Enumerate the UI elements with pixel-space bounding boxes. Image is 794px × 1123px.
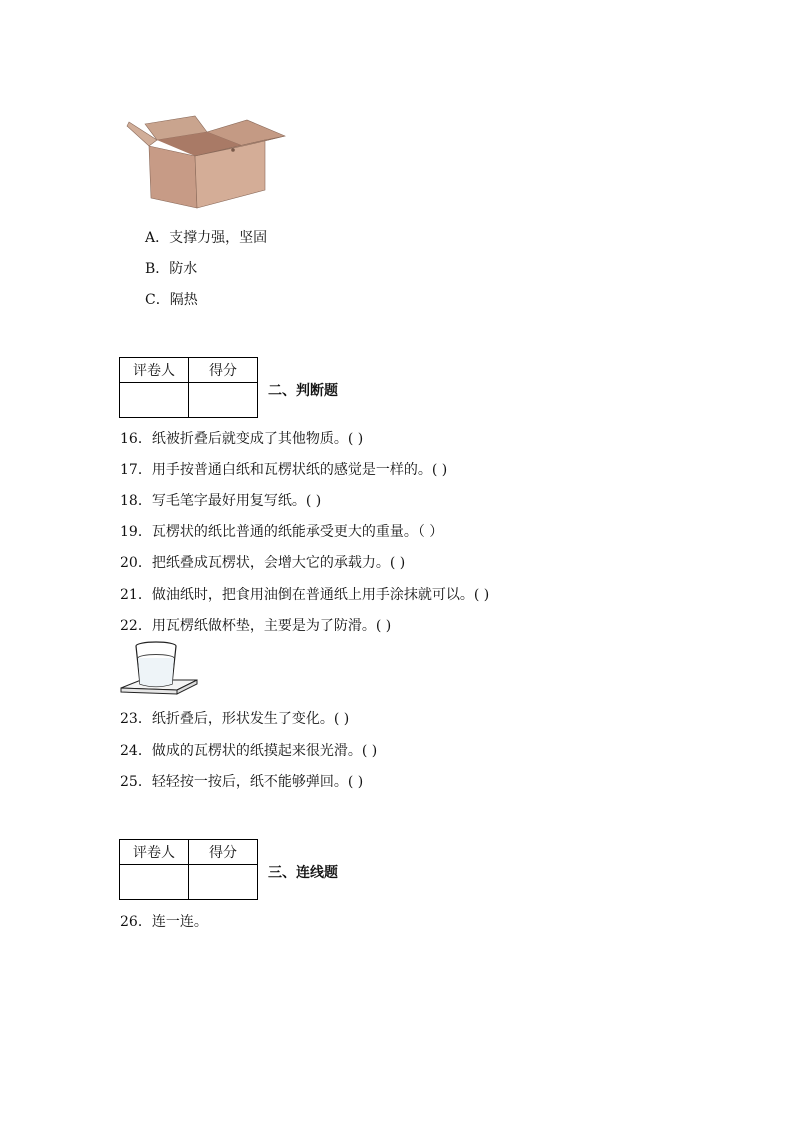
section-title-matching: 三、连线题	[268, 865, 338, 881]
option-c: C．隔热	[145, 292, 198, 308]
score-cell[interactable]	[189, 865, 258, 900]
question-18: 18．写毛笔字最好用复写纸。( )	[120, 493, 322, 509]
question-22: 22．用瓦楞纸做杯垫，主要是为了防滑。( )	[120, 618, 392, 634]
cardboard-box-image	[125, 112, 290, 212]
reviewer-cell[interactable]	[120, 865, 189, 900]
question-17: 17．用手按普通白纸和瓦楞状纸的感觉是一样的。( )	[120, 462, 448, 478]
question-24: 24．做成的瓦楞状的纸摸起来很光滑。( )	[120, 743, 378, 759]
question-21: 21．做油纸时，把食用油倒在普通纸上用手涂抹就可以。( )	[120, 587, 490, 603]
glass-on-coaster-image	[119, 640, 201, 700]
reviewer-header: 评卷人	[120, 358, 189, 383]
score-header: 得分	[189, 840, 258, 865]
question-25: 25．轻轻按一按后，纸不能够弹回。( )	[120, 774, 364, 790]
score-header: 得分	[189, 358, 258, 383]
score-table	[119, 357, 258, 418]
score-cell[interactable]	[189, 383, 258, 418]
reviewer-cell[interactable]	[120, 383, 189, 418]
option-a: A．支撑力强，坚固	[145, 230, 268, 246]
option-b: B．防水	[145, 261, 198, 277]
score-table	[119, 839, 258, 900]
section-title-judgement: 二、判断题	[268, 383, 338, 399]
question-16: 16．纸被折叠后就变成了其他物质。( )	[120, 431, 364, 447]
question-26: 26．连一连。	[120, 914, 208, 930]
question-20: 20．把纸叠成瓦楞状，会增大它的承载力。( )	[120, 555, 406, 571]
question-23: 23．纸折叠后，形状发生了变化。( )	[120, 711, 350, 727]
question-19: 19．瓦楞状的纸比普通的纸能承受更大的重量。（ ）	[120, 524, 444, 540]
reviewer-header: 评卷人	[120, 840, 189, 865]
